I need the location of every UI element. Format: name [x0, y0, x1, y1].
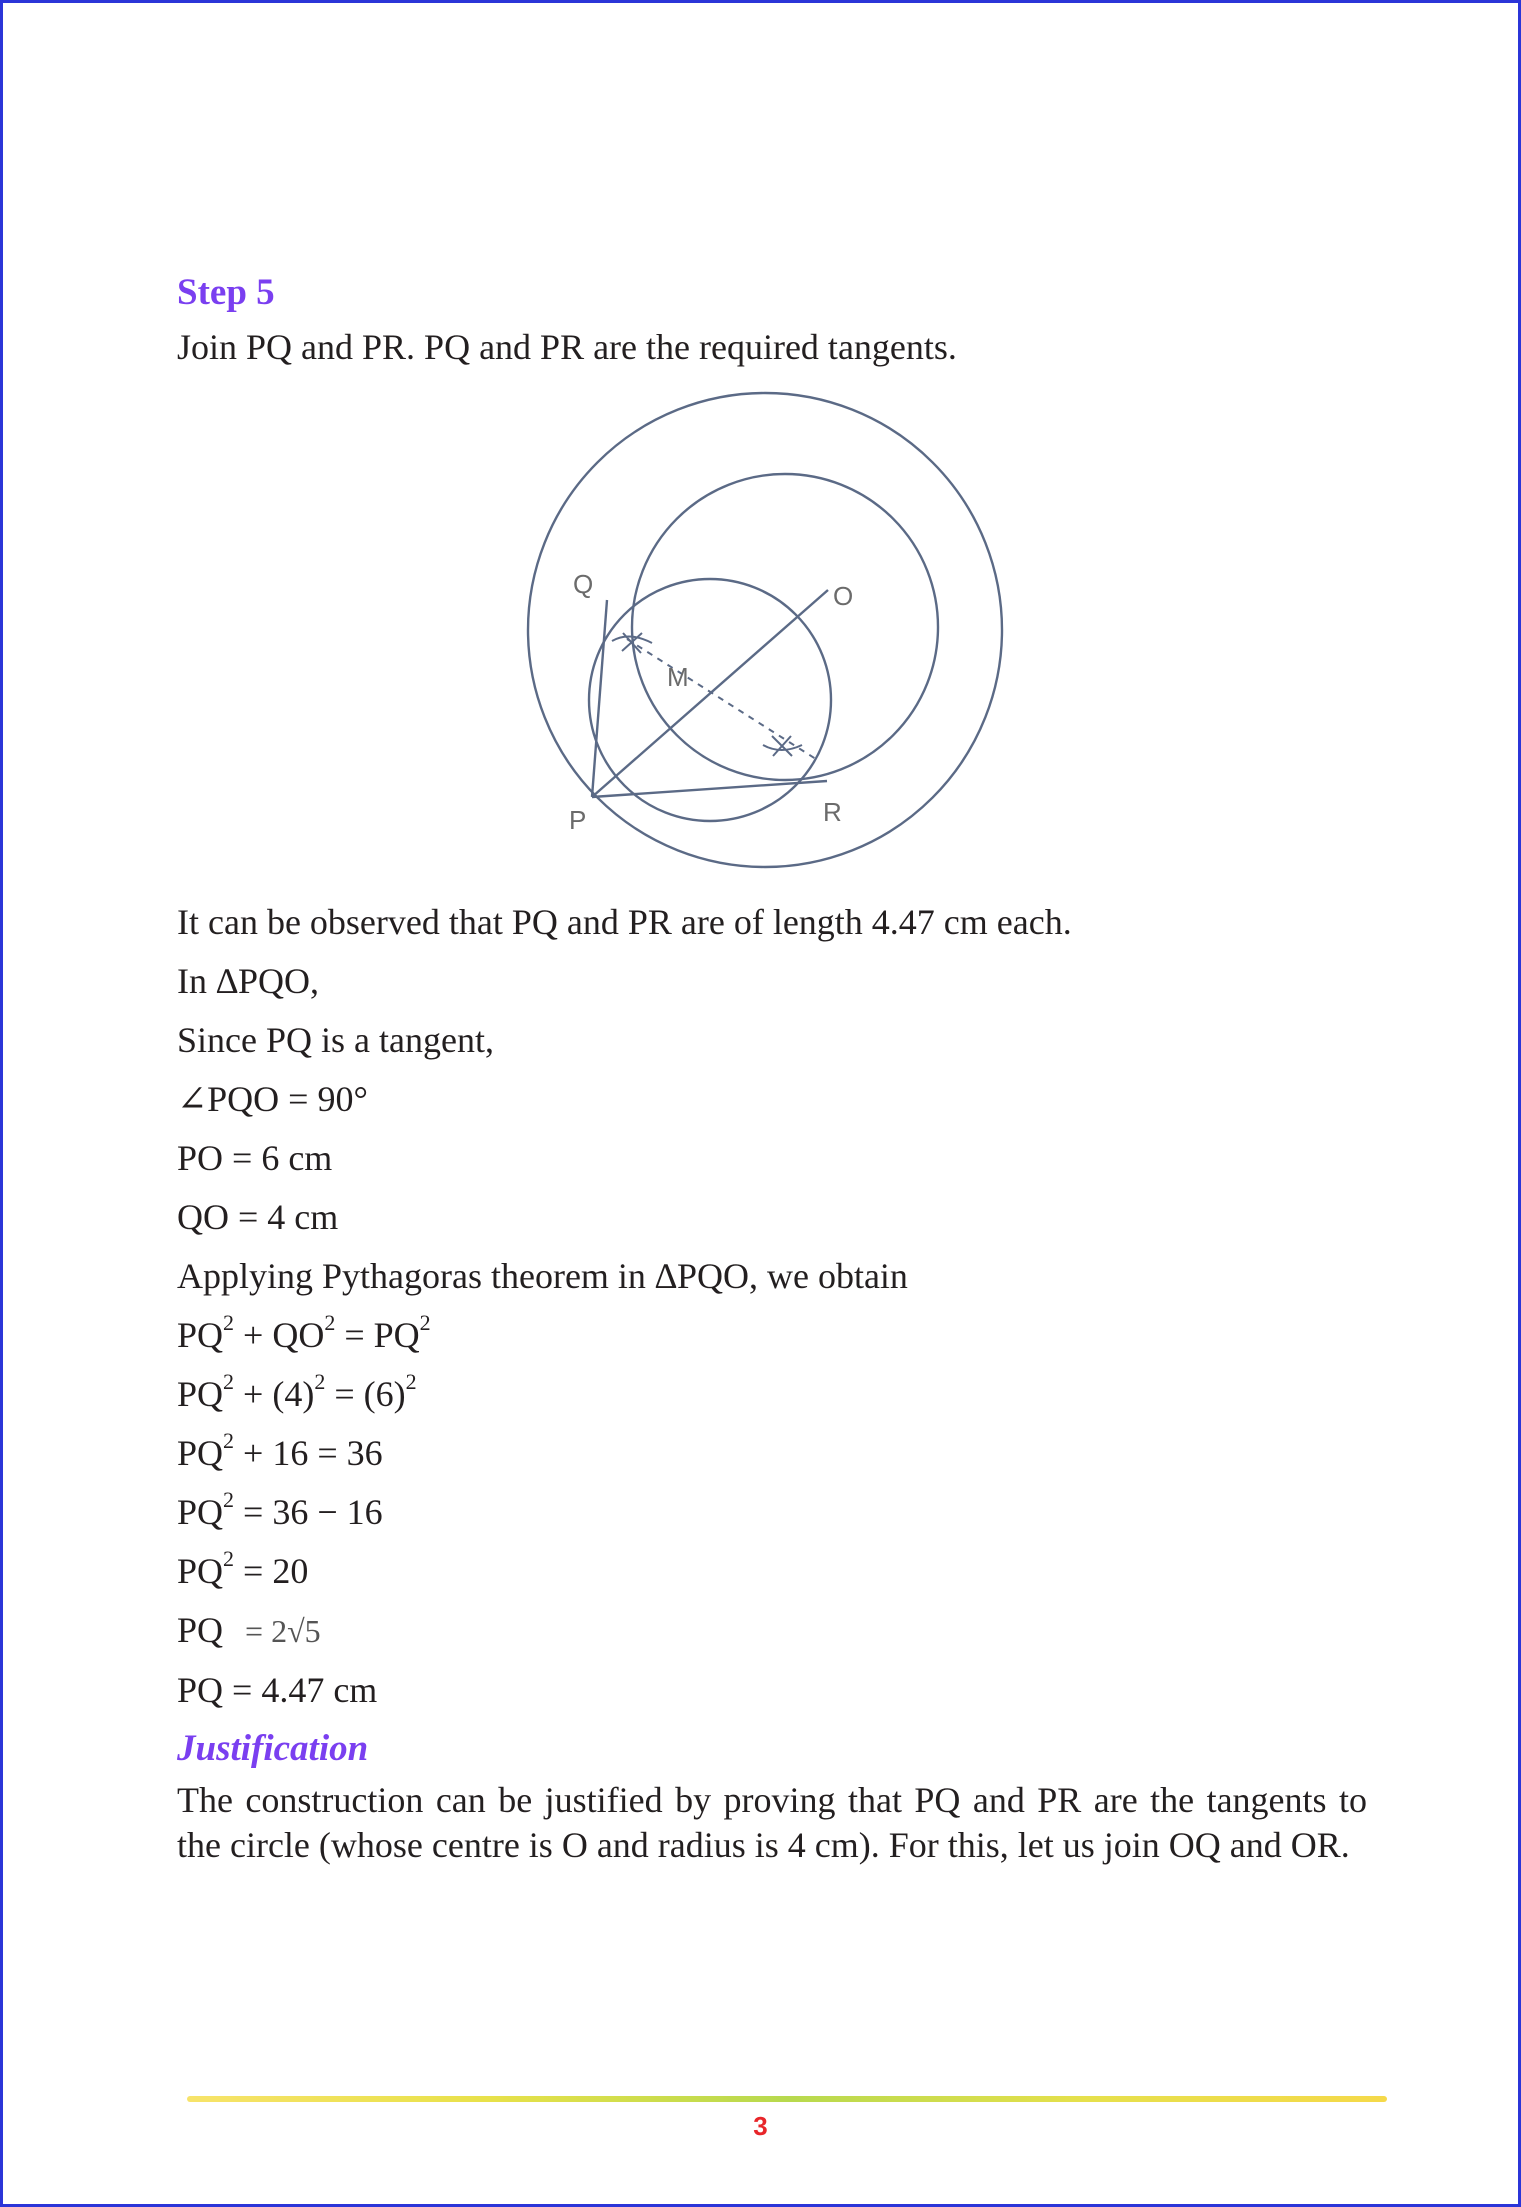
arc-mark-lower — [763, 736, 802, 756]
sqrt-value: = 2√5 — [245, 1613, 321, 1649]
equation-7: PQ = 4.47 cm — [177, 1670, 378, 1710]
page-number: 3 — [753, 2111, 768, 2141]
equation-4: $PQ^2 = 36 - 16$ — [177, 1487, 383, 1532]
label-m: M — [667, 662, 689, 692]
equation-1: $PQ^2 + QO^2 = PQ^2$ — [177, 1310, 431, 1355]
label-o: O — [833, 581, 854, 611]
page-content — [177, 271, 1377, 1868]
in-triangle-text: In ∆PQO, — [177, 961, 320, 1001]
equation-2: $PQ^2 + (4)^2 = (6)^2$ — [177, 1369, 417, 1414]
justification-text: The construction can be justified by proving that PQ and PR are the tangents to the circle (whose centre is O and radius is 4 cm). For this, let us join OQ and OR. — [177, 1780, 1367, 1865]
label-p: P — [569, 805, 587, 835]
equation-5: $PQ^2 = 20$ — [177, 1546, 309, 1591]
angle-text: ∠PQO = 90° — [177, 1079, 368, 1119]
po-text: PO = 6 cm — [177, 1138, 333, 1178]
segment-po — [592, 590, 828, 797]
justification-heading: Justification — [177, 1728, 369, 1769]
label-q: Q — [573, 569, 594, 599]
since-text: Since PQ is a tangent, — [177, 1020, 494, 1060]
step-text: Join PQ and PR. PQ and PR are the required tangents. — [177, 327, 957, 367]
step-heading: Step 5 — [177, 272, 275, 313]
tangent-pq — [592, 600, 607, 797]
footer-divider — [187, 2096, 1387, 2102]
midpoint-circle — [589, 579, 831, 821]
solution-block — [177, 893, 1377, 1720]
tangent-diagram — [517, 383, 1037, 883]
observation-text: It can be observed that PQ and PR are of length 4.47 cm each. — [177, 902, 1072, 942]
bisector-line — [627, 639, 819, 761]
equation-6: PQ = 2√5 — [177, 1610, 321, 1650]
applying-text: Applying Pythagoras theorem in ∆PQO, we obtain — [177, 1256, 908, 1296]
label-r: R — [823, 797, 842, 827]
qo-text: QO = 4 cm — [177, 1197, 339, 1237]
construction-figure — [177, 383, 1377, 883]
equation-3: $PQ^2 + 16 = 36$ — [177, 1428, 383, 1473]
arc-mark-upper — [612, 633, 652, 653]
